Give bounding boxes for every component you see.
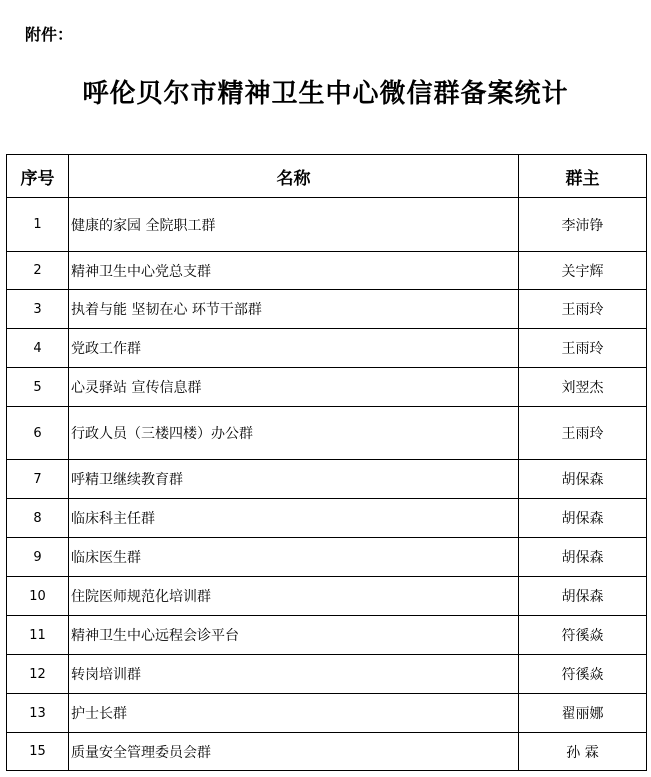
group-owner: 胡保森 bbox=[519, 499, 647, 538]
table-row bbox=[7, 616, 647, 655]
group-name: 精神卫生中心远程会诊平台 bbox=[69, 616, 519, 655]
table-row bbox=[7, 460, 647, 499]
group-owner: 翟丽娜 bbox=[519, 694, 647, 733]
group-owner: 关宇辉 bbox=[519, 252, 647, 290]
row-number: 4 bbox=[7, 329, 69, 368]
group-name: 执着与能 坚韧在心 环节干部群 bbox=[69, 290, 519, 329]
table-row bbox=[7, 733, 647, 771]
group-owner: 王雨玲 bbox=[519, 407, 647, 460]
group-name: 健康的家园 全院职工群 bbox=[69, 198, 519, 252]
group-name: 呼精卫继续教育群 bbox=[69, 460, 519, 499]
header-owner: 群主 bbox=[519, 155, 647, 198]
group-name: 住院医师规范化培训群 bbox=[69, 577, 519, 616]
table-row bbox=[7, 694, 647, 733]
group-name: 精神卫生中心党总支群 bbox=[69, 252, 519, 290]
row-number: 7 bbox=[7, 460, 69, 499]
row-number: 8 bbox=[7, 499, 69, 538]
group-name: 党政工作群 bbox=[69, 329, 519, 368]
group-name: 心灵驿站 宣传信息群 bbox=[69, 368, 519, 407]
table-row bbox=[7, 290, 647, 329]
group-owner: 刘翌杰 bbox=[519, 368, 647, 407]
group-owner: 王雨玲 bbox=[519, 290, 647, 329]
group-name: 行政人员（三楼四楼）办公群 bbox=[69, 407, 519, 460]
group-name: 临床科主任群 bbox=[69, 499, 519, 538]
header-number: 序号 bbox=[7, 155, 69, 198]
row-number: 2 bbox=[7, 252, 69, 290]
header-name: 名称 bbox=[69, 155, 519, 198]
group-owner: 孙 霖 bbox=[519, 733, 647, 771]
row-number: 15 bbox=[7, 733, 69, 771]
row-number: 5 bbox=[7, 368, 69, 407]
table-row bbox=[7, 499, 647, 538]
group-owner: 胡保森 bbox=[519, 460, 647, 499]
attachment-label: 附件： bbox=[25, 25, 74, 44]
group-name: 临床医生群 bbox=[69, 538, 519, 577]
table-row bbox=[7, 655, 647, 694]
table-row bbox=[7, 329, 647, 368]
group-owner: 王雨玲 bbox=[519, 329, 647, 368]
document-title: 呼伦贝尔市精神卫生中心微信群备案统计 bbox=[82, 79, 569, 109]
group-owner: 李沛铮 bbox=[519, 198, 647, 252]
row-number: 11 bbox=[7, 616, 69, 655]
row-number: 13 bbox=[7, 694, 69, 733]
row-number: 10 bbox=[7, 577, 69, 616]
row-number: 1 bbox=[7, 198, 69, 252]
group-owner: 符徯焱 bbox=[519, 655, 647, 694]
table-row bbox=[7, 577, 647, 616]
group-name: 质量安全管理委员会群 bbox=[69, 733, 519, 771]
table-row bbox=[7, 252, 647, 290]
row-number: 3 bbox=[7, 290, 69, 329]
group-name: 护士长群 bbox=[69, 694, 519, 733]
group-owner: 胡保森 bbox=[519, 577, 647, 616]
table-row bbox=[7, 407, 647, 460]
row-number: 6 bbox=[7, 407, 69, 460]
group-owner: 胡保森 bbox=[519, 538, 647, 577]
row-number: 12 bbox=[7, 655, 69, 694]
wechat-group-table bbox=[6, 154, 647, 771]
table-header-row bbox=[7, 155, 647, 198]
table-row bbox=[7, 198, 647, 252]
table-row bbox=[7, 538, 647, 577]
row-number: 9 bbox=[7, 538, 69, 577]
group-owner: 符徯焱 bbox=[519, 616, 647, 655]
group-name: 转岗培训群 bbox=[69, 655, 519, 694]
table-row bbox=[7, 368, 647, 407]
